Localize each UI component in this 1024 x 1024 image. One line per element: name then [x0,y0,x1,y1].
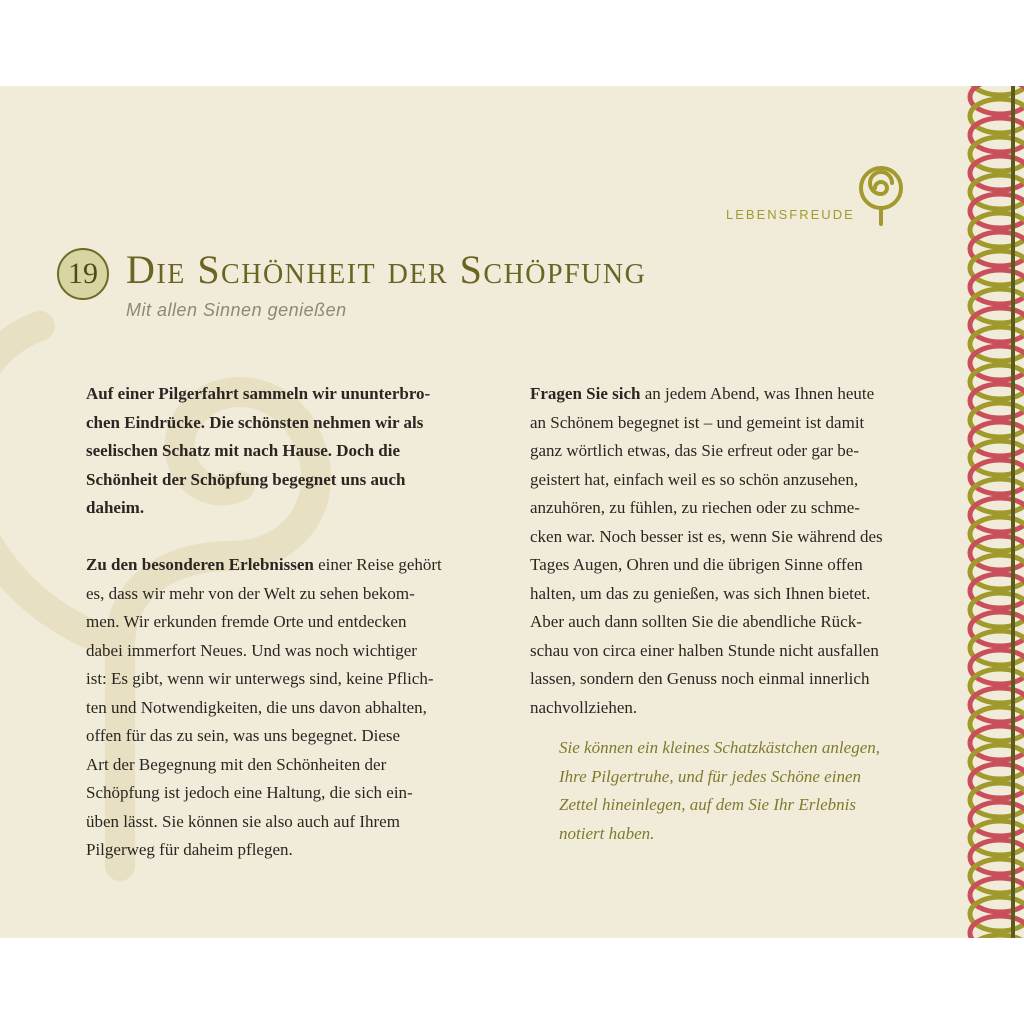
paragraph-line: Art der Begegnung mit den Schönheiten der [86,754,387,774]
tip-line: Zettel hineinlegen, auf dem Sie Ihr Erlebnis [559,795,856,814]
paragraph-line: an Schönem begegnet ist – und gemeint ist damit [530,412,865,432]
paragraph-line: ist: Es gibt, wenn wir unterwegs sind, keine Pflich- [86,669,434,688]
body-paragraph [86,551,496,865]
paragraph-line: anzuhören, zu fühlen, zu riechen oder zu schme- [530,498,860,517]
paragraph-line: men. Wir erkunden fremde Orte und entdecken [86,612,407,631]
paragraph-line: Schöpfung ist jedoch eine Haltung, die sich ein- [86,783,413,802]
paragraph-line: lassen, sondern den Genuss noch einmal innerlich [530,669,870,688]
spiral-tree-icon [852,166,910,226]
category-label: LEBENSFREUDE [726,207,855,222]
right-column [530,380,945,722]
tip-line: Sie können ein kleines Schatzkästchen anlegen, [559,738,880,757]
paragraph-line: Aber auch dann sollten Sie die abendliche Rück- [530,612,862,631]
paragraph-first-line: Zu den besonderen Erlebnissen einer Reise gehört [86,555,442,574]
paragraph-first-line: Fragen Sie sich an jedem Abend, was Ihnen heute [530,384,875,403]
paragraph-line: nachvollziehen. [530,697,638,717]
chapter-number-badge: 19 [57,248,109,300]
paragraph-lead: Zu den besonderen Erlebnissen [86,555,314,574]
intro-line: daheim. [86,498,145,517]
paragraph-line: halten, um das zu genießen, was sich Ihnen bietet. [530,583,871,603]
paragraph-line: ganz wörtlich etwas, das Sie erfreut oder gar be- [530,441,860,460]
paragraph-line: Tages Augen, Ohren und die übrigen Sinne offen [530,555,863,574]
decorative-ring-border [966,86,1024,938]
paragraph-line: offen für das zu sein, was uns begegnet. Diese [86,726,401,745]
paragraph-line: Pilgerweg für daheim pflegen. [86,840,293,859]
paragraph-line: schau von circa einer halben Stunde nicht ausfallen [530,640,879,660]
intro-line: Schönheit der Schöpfung begegnet uns auch [86,469,406,489]
paragraph-line: es, dass wir mehr von der Welt zu sehen bekom- [86,583,415,603]
intro-line: seelischen Schatz mit nach Hause. Doch die [86,441,401,460]
intro-line: Auf einer Pilgerfahrt sammeln wir ununterbro- [86,384,431,403]
paragraph-line: dabei immerfort Neues. Und was noch wichtiger [86,640,417,660]
tip-box [559,734,939,848]
paragraph-line: ten und Notwendigkeiten, die uns davon abhalten, [86,697,427,717]
paragraph-line: geistert hat, einfach weil es so schön anzusehen, [530,469,859,489]
paragraph-lead: Fragen Sie sich [530,384,641,403]
book-page [0,86,1024,938]
intro-paragraph [86,380,496,523]
paragraph-line: cken war. Noch besser ist es, wenn Sie während des [530,526,883,546]
page-title: Die Schönheit der Schöpfung [126,247,647,292]
left-column [86,380,496,865]
intro-line: chen Eindrücke. Die schönsten nehmen wir als [86,412,424,432]
paragraph-line: üben lässt. Sie können sie also auch auf Ihrem [86,811,400,831]
body-paragraph [530,380,945,722]
tip-line: notiert haben. [559,823,655,843]
page-subtitle: Mit allen Sinnen genießen [126,300,347,320]
tip-line: Ihre Pilgertruhe, und für jedes Schöne einen [559,766,861,786]
